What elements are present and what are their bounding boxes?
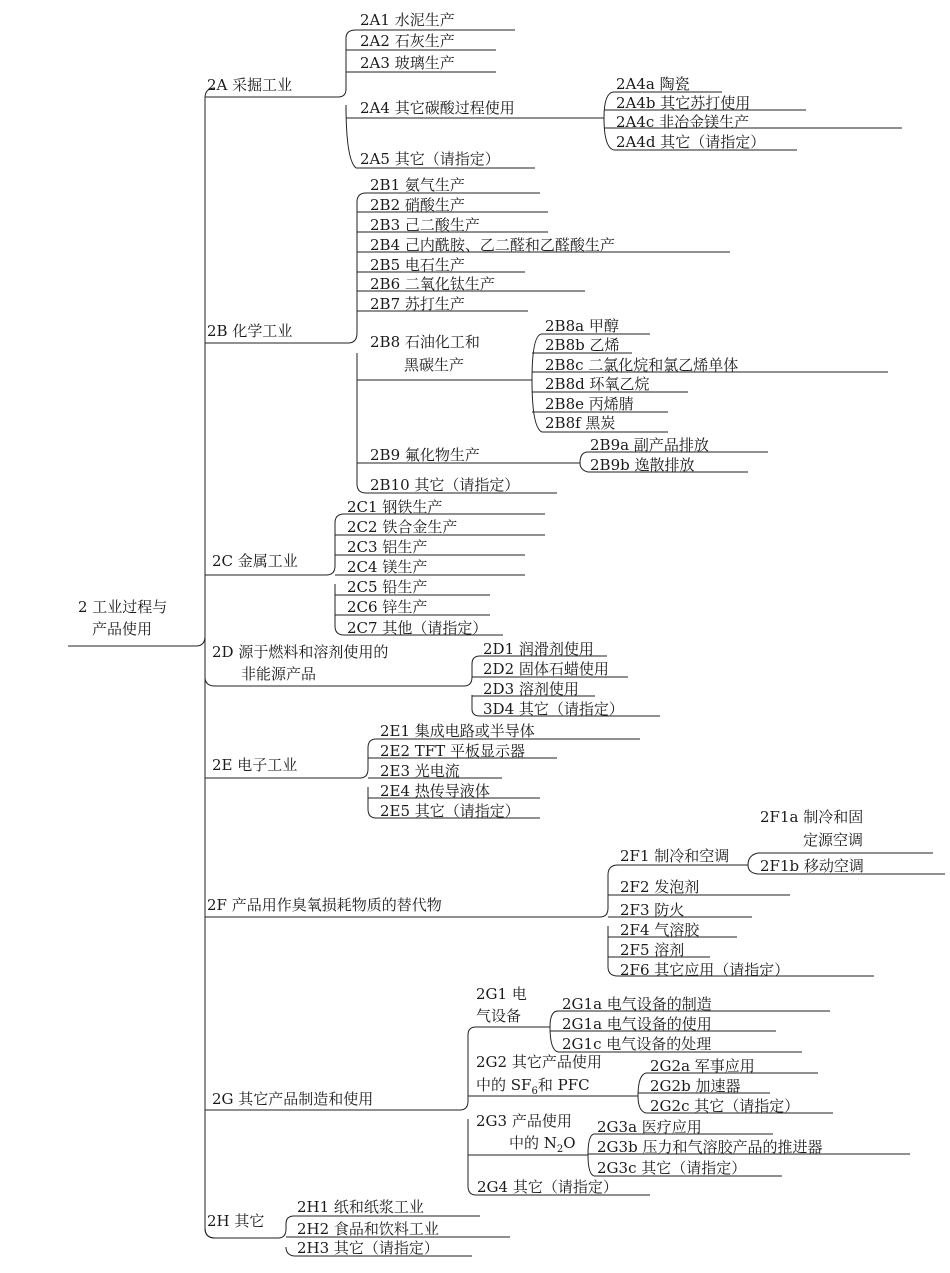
cat-2F-label: 2F 产品用作臭氧损耗物质的替代物: [207, 896, 442, 914]
sub-2F1a-line1: 2F1a 制冷和固: [760, 808, 864, 826]
item-2B4: 2B4 己内酰胺、乙二醛和乙醛酸生产: [370, 236, 615, 254]
sub-2G2b: 2G2b 加速器: [650, 1077, 741, 1095]
item-2C7: 2C7 其他（请指定）: [347, 619, 488, 637]
item-2D2: 2D2 固体石蜡使用: [483, 660, 609, 678]
item-2F1: 2F1 制冷和空调: [620, 847, 730, 865]
sub-2A4c: 2A4c 非冶金镁生产: [616, 113, 750, 131]
item-2E2: 2E2 TFT 平板显示器: [380, 742, 525, 760]
group-2G3-line1: 2G3 产品使用: [476, 1112, 572, 1130]
cat-2B-label: 2B 化学工业: [207, 322, 293, 340]
sub-2B8e: 2B8e 丙烯腈: [545, 395, 634, 413]
item-2B1: 2B1 氨气生产: [370, 176, 465, 194]
sub-2A4-stem: [596, 92, 614, 150]
item-2E3: 2E3 光电流: [380, 762, 460, 780]
item-2A4: 2A4 其它碳酸过程使用: [360, 99, 515, 117]
item-2D4: 3D4 其它（请指定）: [483, 700, 624, 718]
item-2F4: 2F4 气溶胶: [620, 921, 700, 939]
sub-2G1b: 2G1a 电气设备的使用: [562, 1015, 712, 1033]
sub-2A4a: 2A4a 陶瓷: [616, 75, 690, 93]
cat-2C-stem: [205, 514, 344, 635]
item-2B8-line1: 2B8 石油化工和: [370, 333, 480, 351]
sub-2G3-stem: [582, 1134, 594, 1176]
sub-2F1a-line2: 定源空调: [803, 831, 864, 849]
item-2B7: 2B7 苏打生产: [370, 295, 465, 313]
item-2C1: 2C1 钢铁生产: [347, 498, 443, 516]
group-2G2-line1: 2G2 其它产品使用: [476, 1053, 602, 1071]
group-2G3-line2-a: 中的 N: [509, 1134, 557, 1152]
root-label-line2: 产品使用: [92, 620, 153, 638]
item-2C5: 2C5 铅生产: [347, 578, 428, 596]
item-2F2: 2F2 发泡剂: [620, 878, 700, 896]
cat-2E-label: 2E 电子工业: [212, 756, 298, 774]
cat-2A-label: 2A 采掘工业: [207, 76, 293, 94]
group-2G3-line2-sub: 2: [556, 1144, 564, 1155]
sub-2B8-stem: [524, 334, 542, 432]
item-2E1: 2E1 集成电路或半导体: [380, 722, 535, 740]
cat-2A-stem: [205, 30, 356, 168]
sub-2B8c: 2B8c 二氯化烷和氯乙烯单体: [545, 356, 739, 374]
cat-2D-label-line1: 2D 源于燃料和溶剂使用的: [212, 643, 389, 661]
sub-2G3c: 2G3c 其它（请指定）: [597, 1159, 747, 1177]
cat-2C-label: 2C 金属工业: [212, 552, 298, 570]
item-2E4: 2E4 热传导液体: [380, 782, 490, 800]
sub-2B8d: 2B8d 环氧乙烷: [545, 375, 650, 393]
sub-2G3b: 2G3b 压力和气溶胶产品的推进器: [597, 1138, 823, 1156]
cat-2B-stem: [205, 193, 366, 493]
item-2B10: 2B10 其它（请指定）: [370, 476, 520, 494]
sub-2G2a: 2G2a 军事应用: [650, 1057, 755, 1075]
item-2C3: 2C3 铝生产: [347, 538, 428, 556]
item-2A1: 2A1 水泥生产: [360, 11, 455, 29]
cat-2D-label-line2: 非能源产品: [241, 665, 317, 683]
item-2B6: 2B6 二氧化钛生产: [370, 275, 495, 293]
item-2C6: 2C6 锌生产: [347, 598, 428, 616]
item-2H1: 2H1 纸和纸浆工业: [297, 1198, 424, 1216]
item-2A5: 2A5 其它（请指定）: [360, 150, 500, 168]
sub-2B8a: 2B8a 甲醇: [545, 317, 619, 335]
group-2G2-line2-a: 中的 SF: [476, 1076, 532, 1094]
sub-2G2c: 2G2c 其它（请指定）: [650, 1097, 800, 1115]
root-label-line1: 2 工业过程与: [78, 598, 168, 616]
item-2H3: 2H3 其它（请指定）: [297, 1239, 439, 1257]
cat-2H-label: 2H 其它: [207, 1212, 265, 1230]
item-2B3: 2B3 己二酸生产: [370, 216, 480, 234]
sub-2B9-stem: [574, 452, 588, 472]
group-2G1-line2: 气设备: [476, 1007, 522, 1025]
item-2F3: 2F3 防火: [620, 901, 685, 919]
sub-2G1c: 2G1c 电气设备的处理: [562, 1035, 712, 1053]
sub-2G1a: 2G1a 电气设备的制造: [562, 995, 712, 1013]
group-2G3-line2-b: O: [563, 1134, 576, 1152]
sub-2B8f: 2B8f 黑炭: [545, 414, 616, 432]
item-2B5: 2B5 电石生产: [370, 256, 465, 274]
cat-2F-stem: [205, 865, 618, 976]
root-trunk: [196, 88, 215, 1238]
group-2G2-line2: [476, 1076, 590, 1097]
sub-2B9a: 2B9a 副产品排放: [590, 436, 709, 454]
group-2G3-line2: [509, 1134, 576, 1155]
cat-2G-label: 2G 其它产品制造和使用: [212, 1090, 374, 1108]
item-2A3: 2A3 玻璃生产: [360, 54, 455, 72]
cat-2G-stem: [205, 1027, 476, 1195]
item-2B9: 2B9 氟化物生产: [370, 446, 480, 464]
item-2C4: 2C4 镁生产: [347, 558, 428, 576]
item-2D3: 2D3 溶剂使用: [483, 680, 579, 698]
item-2B8-line2: 黑碳生产: [404, 356, 465, 374]
group-2G2-line2-b: 和 PFC: [537, 1076, 590, 1094]
sub-2B8b: 2B8b 乙烯: [545, 336, 620, 354]
item-2F6: 2F6 其它应用（请指定）: [620, 961, 790, 979]
item-2D1: 2D1 润滑剂使用: [483, 640, 594, 658]
group-2G1-line1: 2G1 电: [476, 985, 527, 1003]
sub-2G3a: 2G3a 医疗应用: [597, 1118, 702, 1136]
item-2E5: 2E5 其它（请指定）: [380, 802, 520, 820]
sub-2A4d: 2A4d 其它（请指定）: [616, 133, 766, 151]
item-2A2: 2A2 石灰生产: [360, 32, 455, 50]
item-2B2: 2B2 硝酸生产: [370, 196, 465, 214]
group-2G2-line2-sub: 6: [531, 1086, 538, 1097]
sub-2B9b: 2B9b 逸散排放: [590, 456, 695, 474]
sub-2A4b: 2A4b 其它苏打使用: [616, 94, 751, 112]
sub-2F1b: 2F1b 移动空调: [760, 857, 864, 875]
item-2H2: 2H2 食品和饮料工业: [297, 1220, 439, 1238]
cat-2E-stem: [205, 739, 376, 818]
item-2C2: 2C2 铁合金生产: [347, 518, 458, 536]
group-2G4: 2G4 其它（请指定）: [477, 1178, 618, 1196]
sub-2F1-stem: [740, 853, 758, 874]
item-2F5: 2F5 溶剂: [620, 941, 685, 959]
